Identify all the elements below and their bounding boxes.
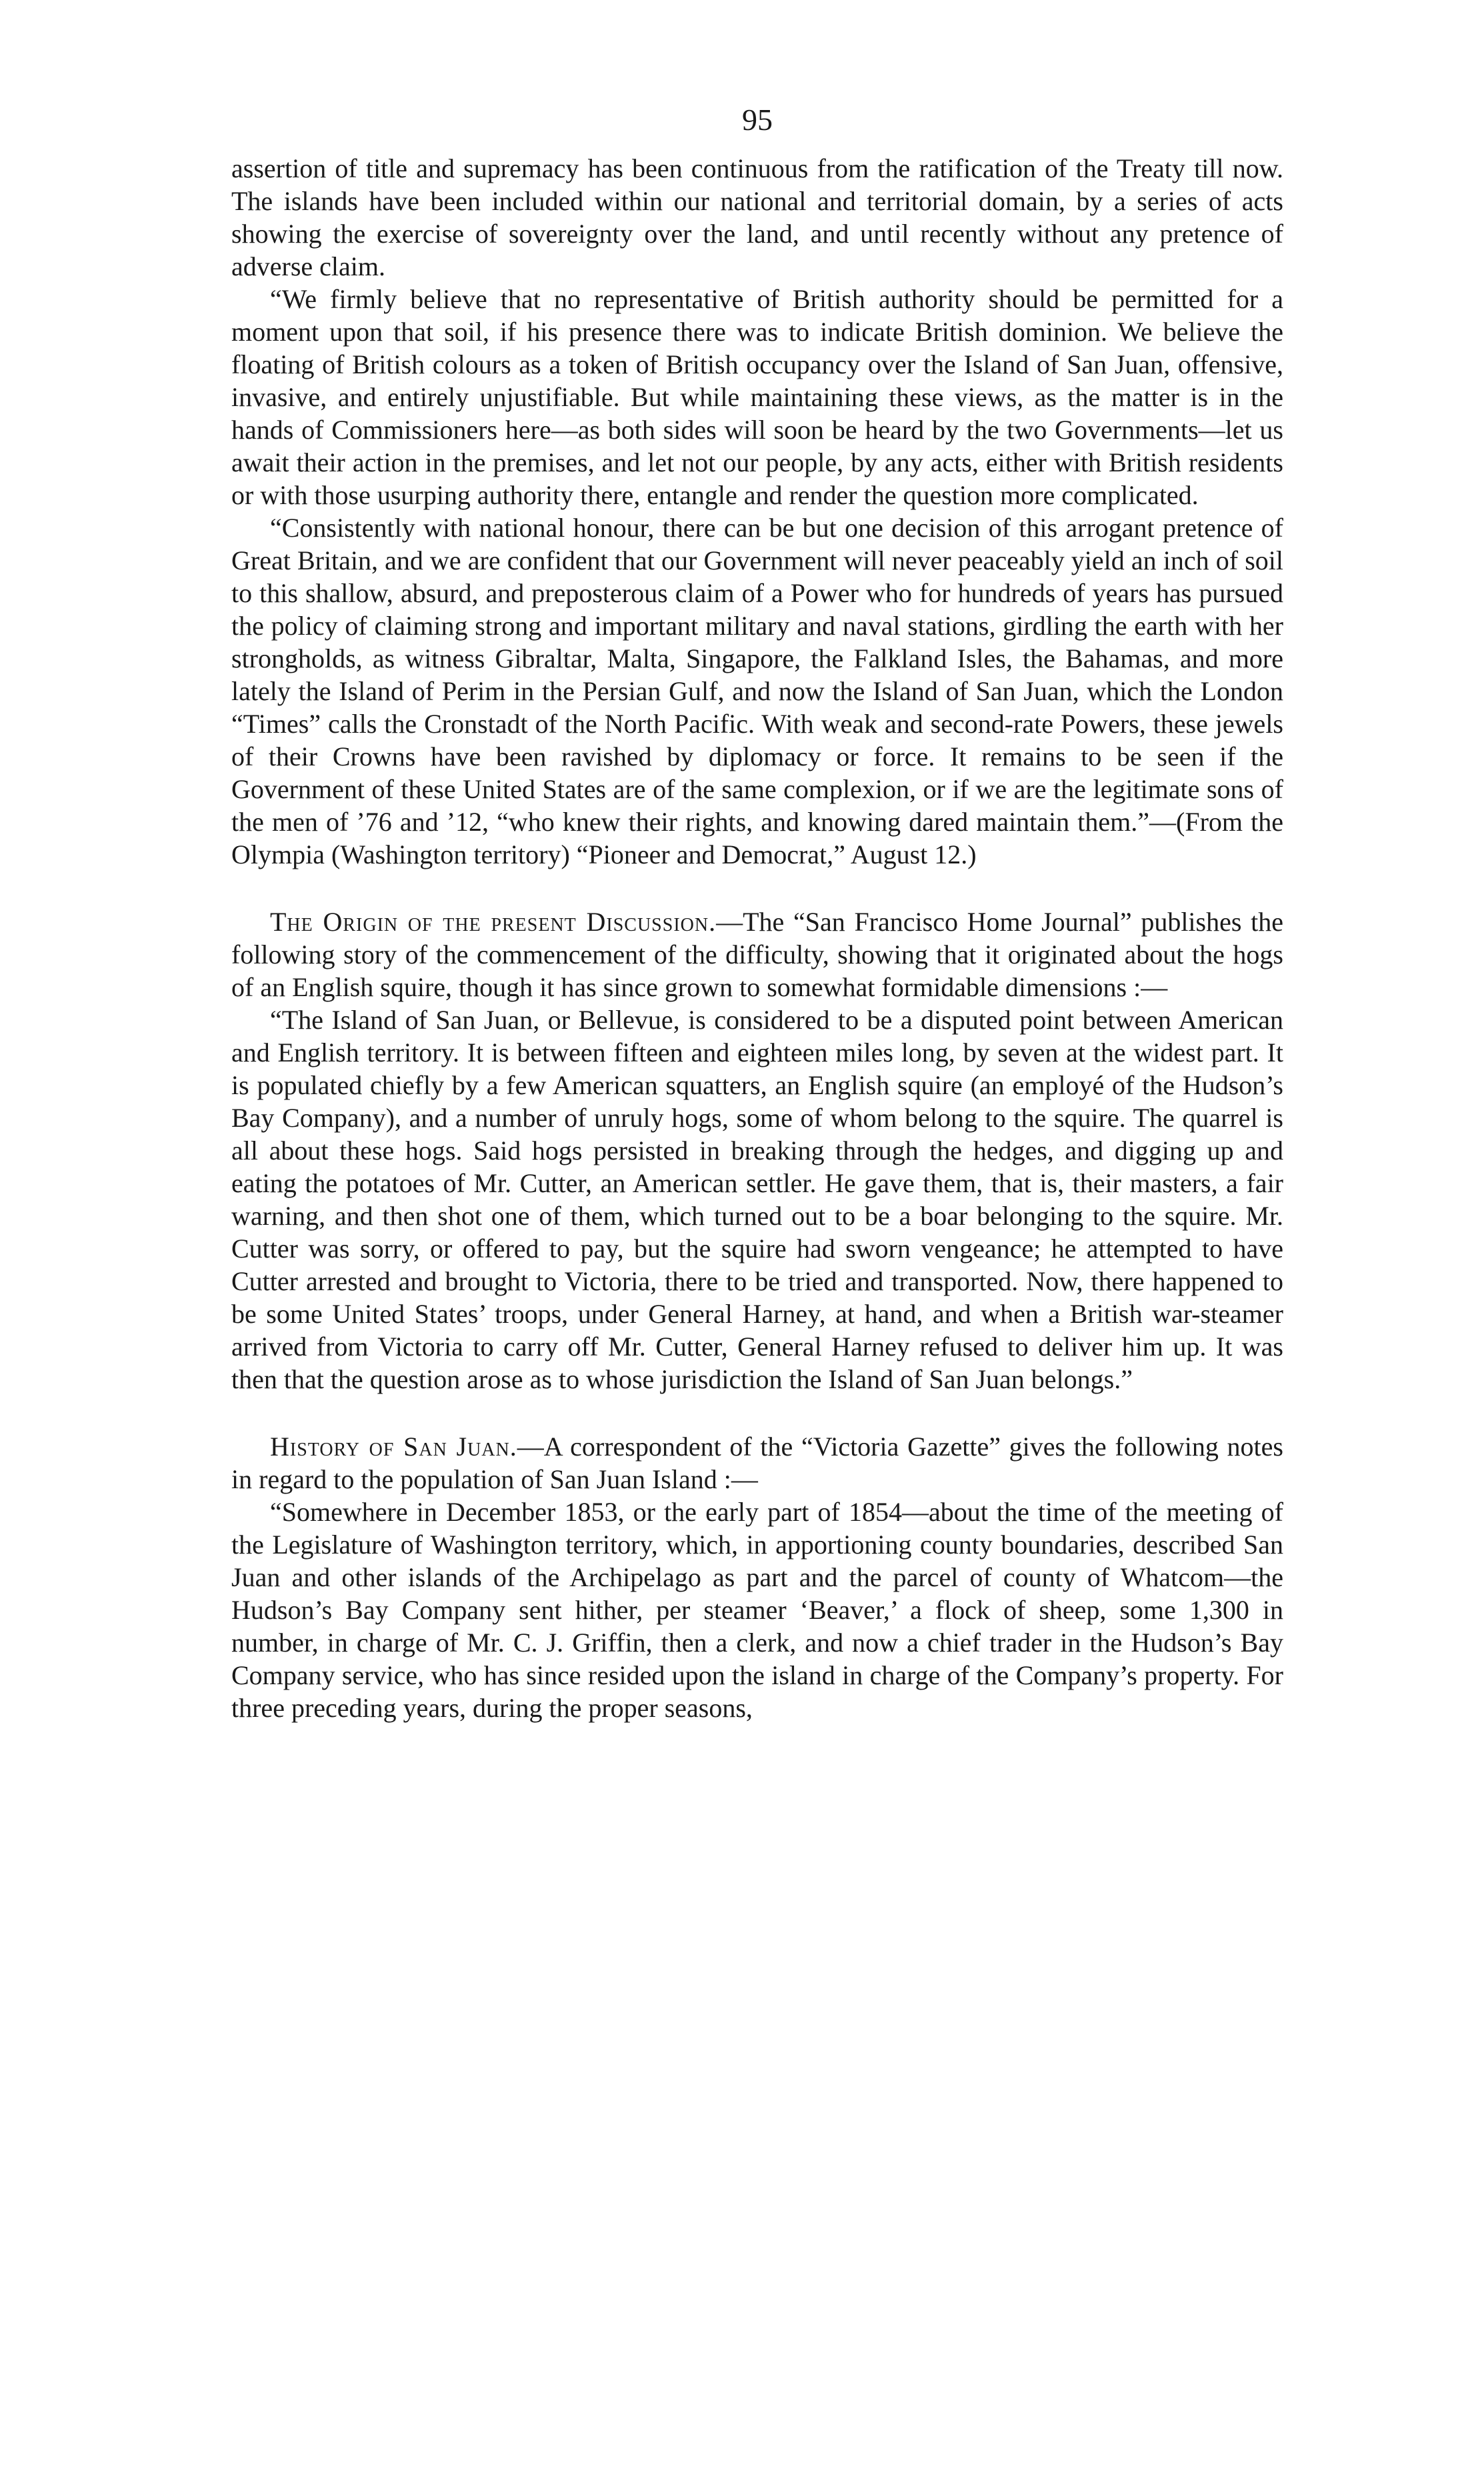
paragraph-national-honour: “Consistently with national honour, there can be but one decision of this arrogant pretence of Great Britain, and we are confident that our Government will never peaceably yield an inch of soil to this shallow, absurd, and preposterous claim of a Power who for hundreds of years has pursued the policy of claiming strong and important military and naval stations, girdling the earth with her strongholds, as witness Gibraltar, Malta, Singapore, the Falkland Isles, the Bahamas, and more lately the Island of Perim in the Persian Gulf, and now the Island of San Juan, which the London “Times” calls the Cronstadt of the North Pacific. With weak and second-rate Powers, these jewels of their Crowns have been ravished by diplomacy or force. It remains to be seen if the Government of these United States are of the same complexion, or if we are the legitimate sons of the men of ’76 and ’12, “who knew their rights, and knowing dared maintain them.”—(From the Olympia (Washington territory) “Pioneer and Democrat,” August 12.) — [231, 513, 1283, 869]
section-heading-history: History of San Juan. — [270, 1432, 517, 1462]
paragraph-origin-discussion — [231, 905, 1283, 1003]
section-heading-origin: The Origin of the present Discussion. — [270, 907, 717, 937]
paragraph-british-authority: “We firmly believe that no representative of British authority should be permitted for a moment upon that soil, if his presence there was to indicate British dominion. We believe the floating of British colours as a token of British occupancy over the Island of San Juan, offensive, invasive, and entirely unjustifiable. But while maintaining these views, as the matter is in the hands of Commissioners here—as both sides will soon be heard by the two Governments—let us await their action in the premises, and let not our people, by any acts, either with British residents or with those usurping authority there, entangle and render the question more complicated. — [231, 284, 1283, 510]
paragraph-island-description: “The Island of San Juan, or Bellevue, is considered to be a disputed point between American and English territory. It is between fifteen and eighteen miles long, by seven at the widest part. It is populated chiefly by a few American squatters, an English squire (an employé of the Hudson’s Bay Company), and a number of unruly hogs, some of whom belong to the squire. The quarrel is all about these hogs. Said hogs persisted in breaking through the hedges, and digging up and eating the potatoes of Mr. Cutter, an American settler. He gave them, that is, their masters, a fair warning, and then shot one of them, which turned out to be a boar belonging to the squire. Mr. Cutter was sorry, or offered to pay, but the squire had sworn vengeance; he attempted to have Cutter arrested and brought to Victoria, there to be tried and transported. Now, there happened to be some United States’ troops, under General Harney, at hand, and when a British war-steamer arrived from Victoria to carry off Mr. Cutter, General Harney refused to deliver him up. It was then that the question arose as to whose jurisdiction the Island of San Juan belongs.” — [231, 1005, 1283, 1394]
page-number: 95 — [742, 103, 773, 137]
paragraph-history-text: —A correspondent of the “Victoria Gazette” gives the following notes in regard to the population of San Juan Island :— — [231, 1432, 1283, 1494]
document-page — [231, 100, 1283, 1724]
paragraph-treaty-continuity: assertion of title and supremacy has been continuous from the ratification of the Treaty till now. The islands have been included within our national and territorial domain, by a series of acts showing the exercise of sovereignty over the land, and until recently without any pretence of adverse claim. — [231, 153, 1283, 281]
paragraph-history-san-juan — [231, 1430, 1283, 1496]
paragraph-origin-text: —The “San Francisco Home Journal” publishes the following story of the commencement of the difficulty, showing that it originated about the hogs of an English squire, though it has since grown to somewhat formidable dimensions :— — [231, 907, 1283, 1002]
paragraph-sheep-flock: “Somewhere in December 1853, or the early part of 1854—about the time of the meeting of the Legislature of Washington territory, which, in apportioning county boundaries, described San Juan and other islands of the Archipelago as part and the parcel of county of Whatcom—the Hudson’s Bay Company sent hither, per steamer ‘Beaver,’ a flock of sheep, some 1,300 in number, in charge of Mr. C. J. Griffin, then a clerk, and now a chief trader in the Hudson’s Bay Company service, who has since resided upon the island in charge of the Company’s property. For three preceding years, during the proper seasons, — [231, 1497, 1283, 1723]
